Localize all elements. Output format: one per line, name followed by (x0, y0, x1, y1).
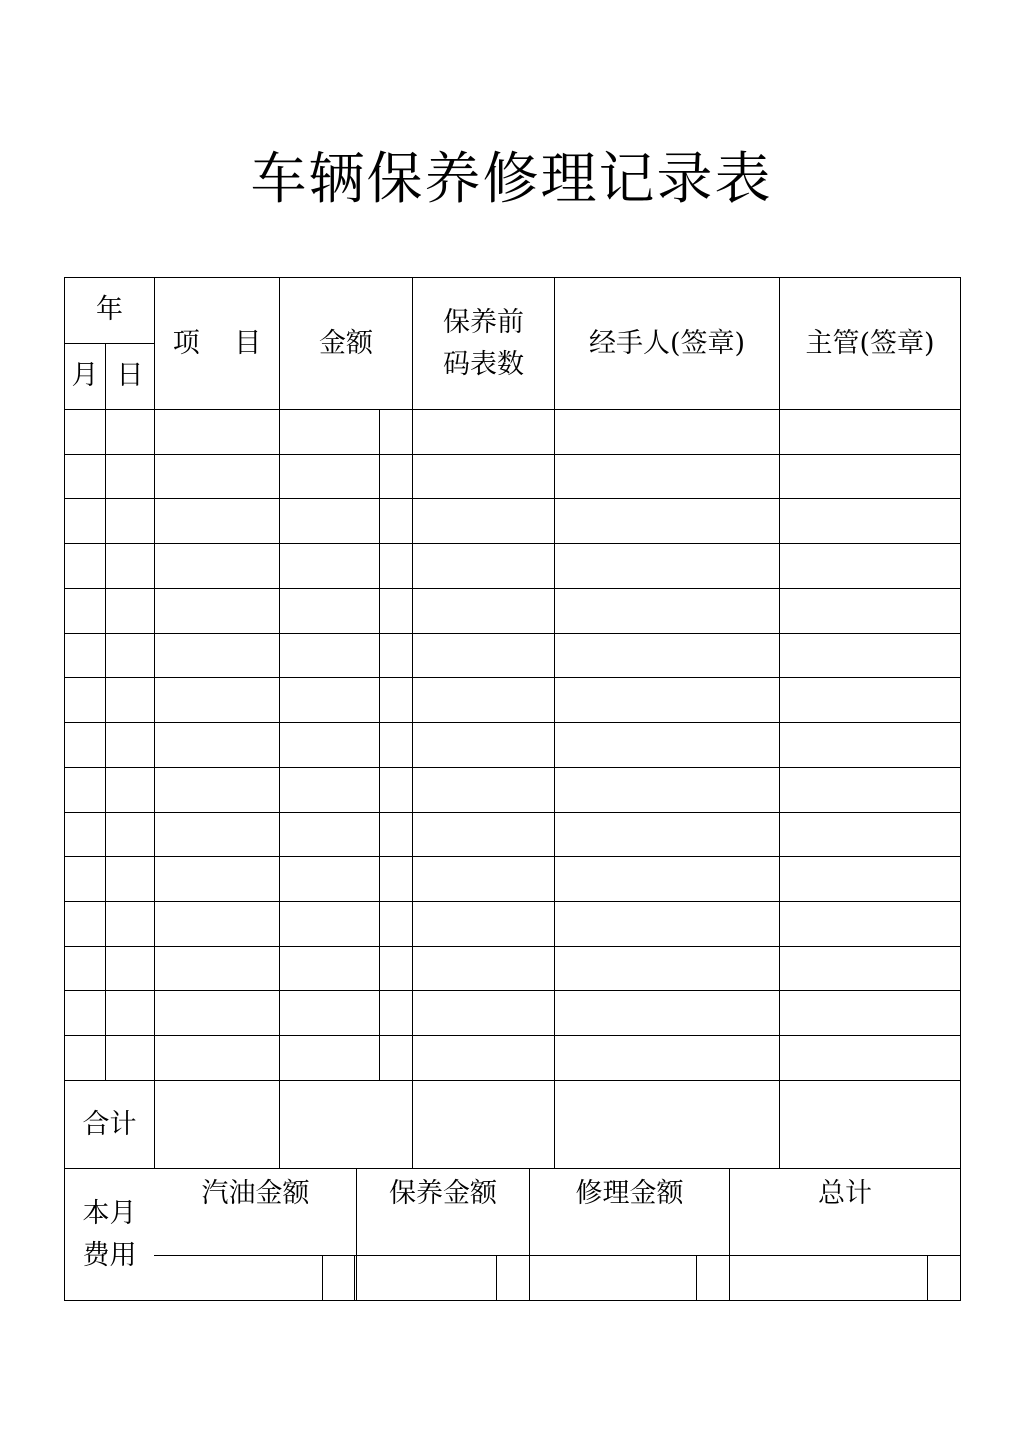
cell-day[interactable] (106, 947, 154, 990)
header-supervisor: 主管(签章) (805, 327, 935, 359)
cell-day[interactable] (106, 455, 154, 498)
cell-day[interactable] (106, 768, 154, 812)
cell-supervisor[interactable] (780, 813, 960, 856)
cell-handler[interactable] (555, 857, 779, 901)
cell-handler[interactable] (555, 634, 779, 677)
cell-amount-main[interactable] (280, 455, 379, 498)
cell-handler[interactable] (555, 902, 779, 946)
header-item: 项 目 (172, 327, 262, 359)
cell-day[interactable] (106, 813, 154, 856)
cell-handler[interactable] (555, 723, 779, 767)
cell-amount-sub[interactable] (380, 902, 412, 946)
cell-supervisor[interactable] (780, 947, 960, 990)
cell-amount-sub[interactable] (380, 589, 412, 633)
header-month: 月 (71, 360, 99, 391)
cell-supervisor[interactable] (780, 455, 960, 498)
cell-amount-main[interactable] (280, 410, 379, 454)
cell-amount-sub[interactable] (380, 499, 412, 543)
page-title: 车辆保养修理记录表 (250, 147, 773, 212)
cell-item[interactable] (155, 902, 279, 946)
cell-odometer[interactable] (413, 544, 554, 588)
cell-amount-sub[interactable] (380, 544, 412, 588)
cell-odometer[interactable] (413, 902, 554, 946)
header-day: 日 (116, 360, 144, 391)
cell-day[interactable] (106, 589, 154, 633)
cell-item[interactable] (155, 768, 279, 812)
cell-amount-main[interactable] (280, 499, 379, 543)
cell-month[interactable] (65, 589, 105, 633)
cell-day[interactable] (106, 1036, 154, 1080)
cell-day[interactable] (106, 410, 154, 454)
cell-amount-sub[interactable] (380, 723, 412, 767)
cell-odometer[interactable] (413, 1036, 554, 1080)
cell-month[interactable] (65, 634, 105, 677)
cell-item[interactable] (155, 589, 279, 633)
cell-amount-main[interactable] (280, 902, 379, 946)
cell-supervisor[interactable] (780, 902, 960, 946)
cell-amount-sub[interactable] (380, 991, 412, 1035)
cell-handler[interactable] (555, 1036, 779, 1080)
header-year: 年 (96, 294, 123, 325)
cell-month[interactable] (65, 1036, 105, 1080)
cell-month[interactable] (65, 902, 105, 946)
cell-month[interactable] (65, 544, 105, 588)
cell-month[interactable] (65, 991, 105, 1035)
cell-odometer[interactable] (413, 857, 554, 901)
cell-amount-sub[interactable] (380, 768, 412, 812)
cell-day[interactable] (106, 991, 154, 1035)
cell-handler[interactable] (555, 455, 779, 498)
monthly-label-line1: 本月 (82, 1197, 137, 1229)
monthly-col-fuel: 汽油金额 (201, 1178, 310, 1209)
cell-handler[interactable] (555, 768, 779, 812)
cell-amount-sub[interactable] (380, 1036, 412, 1080)
cell-day[interactable] (106, 499, 154, 543)
cell-amount-sub[interactable] (380, 947, 412, 990)
cell-handler[interactable] (555, 991, 779, 1035)
cell-odometer[interactable] (413, 678, 554, 722)
cell-amount-main[interactable] (280, 991, 379, 1035)
cell-handler[interactable] (555, 947, 779, 990)
cell-odometer[interactable] (413, 410, 554, 454)
cell-item[interactable] (155, 499, 279, 543)
cell-item[interactable] (155, 544, 279, 588)
monthly-label-line2: 费用 (82, 1239, 137, 1271)
cell-item[interactable] (155, 813, 279, 856)
cell-odometer[interactable] (413, 813, 554, 856)
cell-item[interactable] (155, 1036, 279, 1080)
cell-handler[interactable] (555, 410, 779, 454)
cell-item[interactable] (155, 991, 279, 1035)
cell-odometer[interactable] (413, 947, 554, 990)
cell-month[interactable] (65, 678, 105, 722)
cell-amount-sub[interactable] (380, 813, 412, 856)
cell-month[interactable] (65, 499, 105, 543)
cell-supervisor[interactable] (780, 634, 960, 677)
monthly-col-repair: 修理金额 (575, 1178, 684, 1209)
cell-supervisor[interactable] (780, 499, 960, 543)
cell-odometer[interactable] (413, 455, 554, 498)
cell-handler[interactable] (555, 544, 779, 588)
header-odometer (413, 278, 554, 409)
header-odometer-line2: 码表数 (443, 348, 524, 380)
cell-odometer[interactable] (413, 634, 554, 677)
cell-supervisor[interactable] (780, 1036, 960, 1080)
header-odometer-line1: 保养前 (443, 306, 524, 338)
cell-supervisor[interactable] (780, 857, 960, 901)
cell-month[interactable] (65, 455, 105, 498)
cell-amount-main[interactable] (280, 813, 379, 856)
cell-supervisor[interactable] (780, 410, 960, 454)
cell-amount-sub[interactable] (380, 857, 412, 901)
cell-item[interactable] (155, 634, 279, 677)
cell-month[interactable] (65, 768, 105, 812)
cell-supervisor[interactable] (780, 589, 960, 633)
cell-amount-sub[interactable] (380, 410, 412, 454)
cell-month[interactable] (65, 947, 105, 990)
cell-amount-main[interactable] (280, 634, 379, 677)
cell-amount-sub[interactable] (380, 634, 412, 677)
monthly-col-total: 总计 (818, 1178, 872, 1209)
cell-supervisor[interactable] (780, 678, 960, 722)
cell-item[interactable] (155, 947, 279, 990)
cell-item[interactable] (155, 455, 279, 498)
cell-amount-sub[interactable] (380, 678, 412, 722)
cell-amount-main[interactable] (280, 723, 379, 767)
cell-odometer[interactable] (413, 499, 554, 543)
cell-amount-main[interactable] (280, 857, 379, 901)
cell-day[interactable] (106, 723, 154, 767)
cell-odometer[interactable] (413, 768, 554, 812)
cell-odometer[interactable] (413, 723, 554, 767)
cell-handler[interactable] (555, 813, 779, 856)
cell-item[interactable] (155, 678, 279, 722)
cell-odometer[interactable] (413, 991, 554, 1035)
cell-day[interactable] (106, 902, 154, 946)
totals-label: 合计 (82, 1108, 137, 1140)
header-amount: 金额 (319, 327, 373, 359)
cell-month[interactable] (65, 857, 105, 901)
cell-item[interactable] (155, 723, 279, 767)
cell-amount-main[interactable] (280, 1036, 379, 1080)
monthly-label (65, 1169, 154, 1300)
cell-amount-main[interactable] (280, 589, 379, 633)
cell-day[interactable] (106, 634, 154, 677)
monthly-col-maintenance: 保养金额 (389, 1178, 497, 1209)
cell-day[interactable] (106, 857, 154, 901)
cell-odometer[interactable] (413, 589, 554, 633)
cell-handler[interactable] (555, 499, 779, 543)
cell-supervisor[interactable] (780, 768, 960, 812)
cell-month[interactable] (65, 723, 105, 767)
cell-handler[interactable] (555, 678, 779, 722)
cell-amount-main[interactable] (280, 678, 379, 722)
header-handler: 经手人(签章) (588, 327, 746, 359)
cell-supervisor[interactable] (780, 544, 960, 588)
cell-month[interactable] (65, 410, 105, 454)
cell-amount-sub[interactable] (380, 455, 412, 498)
cell-amount-main[interactable] (280, 768, 379, 812)
cell-day[interactable] (106, 678, 154, 722)
cell-supervisor[interactable] (780, 723, 960, 767)
cell-day[interactable] (106, 544, 154, 588)
cell-month[interactable] (65, 813, 105, 856)
cell-supervisor[interactable] (780, 991, 960, 1035)
cell-amount-main[interactable] (280, 544, 379, 588)
cell-amount-main[interactable] (280, 947, 379, 990)
cell-item[interactable] (155, 410, 279, 454)
cell-item[interactable] (155, 857, 279, 901)
cell-handler[interactable] (555, 589, 779, 633)
